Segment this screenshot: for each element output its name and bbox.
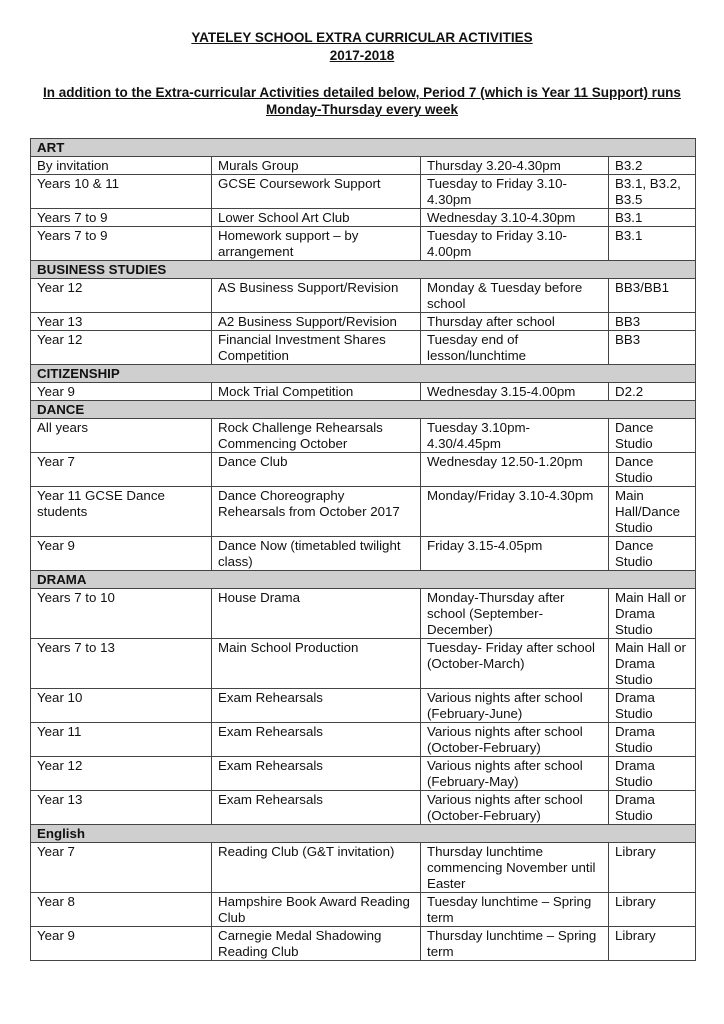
location-cell: Drama Studio <box>609 689 696 723</box>
year-group-cell: By invitation <box>31 157 212 175</box>
location-cell: Drama Studio <box>609 791 696 825</box>
year-group-cell: Year 10 <box>31 689 212 723</box>
activity-cell: Lower School Art Club <box>212 209 421 227</box>
location-cell: Library <box>609 927 696 961</box>
section-header-row <box>31 401 696 419</box>
activity-cell: A2 Business Support/Revision <box>212 313 421 331</box>
year-group-cell: Years 7 to 9 <box>31 209 212 227</box>
location-cell: BB3/BB1 <box>609 279 696 313</box>
table-row <box>31 723 696 757</box>
location-cell: Main Hall/Dance Studio <box>609 487 696 537</box>
section-heading: BUSINESS STUDIES <box>31 261 696 279</box>
activity-cell: Exam Rehearsals <box>212 757 421 791</box>
activity-cell: Rock Challenge Rehearsals Commencing October <box>212 419 421 453</box>
activity-cell: AS Business Support/Revision <box>212 279 421 313</box>
section-heading: DANCE <box>31 401 696 419</box>
activity-cell: Carnegie Medal Shadowing Reading Club <box>212 927 421 961</box>
activities-table-body <box>31 139 696 961</box>
section-heading: English <box>31 825 696 843</box>
year-group-cell: Year 11 GCSE Dance students <box>31 487 212 537</box>
section-header-row <box>31 365 696 383</box>
table-row <box>31 893 696 927</box>
time-cell: Monday & Tuesday before school <box>421 279 609 313</box>
location-cell: B3.1, B3.2, B3.5 <box>609 175 696 209</box>
time-cell: Monday/Friday 3.10-4.30pm <box>421 487 609 537</box>
time-cell: Monday-Thursday after school (September-December) <box>421 589 609 639</box>
location-cell: Library <box>609 843 696 893</box>
time-cell: Thursday lunchtime – Spring term <box>421 927 609 961</box>
activity-cell: Exam Rehearsals <box>212 723 421 757</box>
year-group-cell: Years 7 to 9 <box>31 227 212 261</box>
year-group-cell: Year 9 <box>31 383 212 401</box>
activity-cell: Mock Trial Competition <box>212 383 421 401</box>
time-cell: Tuesday end of lesson/lunchtime <box>421 331 609 365</box>
table-row <box>31 453 696 487</box>
period-7-note: In addition to the Extra-curricular Activities detailed below, Period 7 (which is Year 11 Support) runs Monday-Thursday every week <box>43 85 681 117</box>
time-cell: Various nights after school (October-February) <box>421 791 609 825</box>
section-heading: DRAMA <box>31 571 696 589</box>
activity-cell: Dance Choreography Rehearsals from October 2017 <box>212 487 421 537</box>
time-cell: Friday 3.15-4.05pm <box>421 537 609 571</box>
activity-cell: GCSE Coursework Support <box>212 175 421 209</box>
table-row <box>31 313 696 331</box>
year-group-cell: Year 9 <box>31 537 212 571</box>
table-row <box>31 689 696 723</box>
section-heading: CITIZENSHIP <box>31 365 696 383</box>
year-group-cell: Year 13 <box>31 791 212 825</box>
location-cell: D2.2 <box>609 383 696 401</box>
time-cell: Thursday 3.20-4.30pm <box>421 157 609 175</box>
time-cell: Wednesday 12.50-1.20pm <box>421 453 609 487</box>
table-row <box>31 279 696 313</box>
activity-cell: Main School Production <box>212 639 421 689</box>
table-row <box>31 209 696 227</box>
location-cell: Main Hall or Drama Studio <box>609 589 696 639</box>
section-header-row <box>31 571 696 589</box>
time-cell: Tuesday to Friday 3.10-4.30pm <box>421 175 609 209</box>
year-group-cell: Years 10 & 11 <box>31 175 212 209</box>
time-cell: Wednesday 3.15-4.00pm <box>421 383 609 401</box>
year-group-cell: Year 12 <box>31 331 212 365</box>
time-cell: Various nights after school (February-June) <box>421 689 609 723</box>
location-cell: Dance Studio <box>609 537 696 571</box>
location-cell: B3.1 <box>609 227 696 261</box>
table-row <box>31 589 696 639</box>
table-row <box>31 843 696 893</box>
section-heading: ART <box>31 139 696 157</box>
section-header-row <box>31 825 696 843</box>
time-cell: Tuesday lunchtime – Spring term <box>421 893 609 927</box>
table-row <box>31 757 696 791</box>
location-cell: BB3 <box>609 313 696 331</box>
year-group-cell: Year 12 <box>31 279 212 313</box>
year-group-cell: Year 13 <box>31 313 212 331</box>
time-cell: Various nights after school (October-February) <box>421 723 609 757</box>
location-cell: B3.1 <box>609 209 696 227</box>
time-cell: Tuesday 3.10pm-4.30/4.45pm <box>421 419 609 453</box>
activity-cell: House Drama <box>212 589 421 639</box>
table-row <box>31 927 696 961</box>
activities-table <box>30 138 696 961</box>
year-group-cell: Year 7 <box>31 843 212 893</box>
time-cell: Wednesday 3.10-4.30pm <box>421 209 609 227</box>
year-group-cell: Years 7 to 13 <box>31 639 212 689</box>
activity-cell: Murals Group <box>212 157 421 175</box>
activity-cell: Exam Rehearsals <box>212 791 421 825</box>
time-cell: Tuesday- Friday after school (October-March) <box>421 639 609 689</box>
year-group-cell: Year 12 <box>31 757 212 791</box>
section-header-row <box>31 261 696 279</box>
table-row <box>31 487 696 537</box>
activity-cell: Hampshire Book Award Reading Club <box>212 893 421 927</box>
time-cell: Thursday lunchtime commencing November until Easter <box>421 843 609 893</box>
activity-cell: Financial Investment Shares Competition <box>212 331 421 365</box>
table-row <box>31 157 696 175</box>
table-row <box>31 639 696 689</box>
activity-cell: Homework support – by arrangement <box>212 227 421 261</box>
year-group-cell: All years <box>31 419 212 453</box>
location-cell: BB3 <box>609 331 696 365</box>
academic-year: 2017-2018 <box>329 48 395 63</box>
table-row <box>31 419 696 453</box>
year-group-cell: Year 9 <box>31 927 212 961</box>
section-header-row <box>31 139 696 157</box>
activity-cell: Dance Club <box>212 453 421 487</box>
time-cell: Various nights after school (February-May) <box>421 757 609 791</box>
activity-cell: Reading Club (G&T invitation) <box>212 843 421 893</box>
time-cell: Tuesday to Friday 3.10-4.00pm <box>421 227 609 261</box>
table-row <box>31 331 696 365</box>
table-row <box>31 227 696 261</box>
activity-cell: Exam Rehearsals <box>212 689 421 723</box>
year-group-cell: Year 7 <box>31 453 212 487</box>
activity-cell: Dance Now (timetabled twilight class) <box>212 537 421 571</box>
time-cell: Thursday after school <box>421 313 609 331</box>
location-cell: Library <box>609 893 696 927</box>
year-group-cell: Years 7 to 10 <box>31 589 212 639</box>
location-cell: Drama Studio <box>609 757 696 791</box>
location-cell: B3.2 <box>609 157 696 175</box>
location-cell: Dance Studio <box>609 453 696 487</box>
table-row <box>31 537 696 571</box>
table-row <box>31 791 696 825</box>
table-row <box>31 383 696 401</box>
location-cell: Main Hall or Drama Studio <box>609 639 696 689</box>
table-row <box>31 175 696 209</box>
location-cell: Dance Studio <box>609 419 696 453</box>
document-title: YATELEY SCHOOL EXTRA CURRICULAR ACTIVITIES <box>191 30 533 45</box>
year-group-cell: Year 8 <box>31 893 212 927</box>
location-cell: Drama Studio <box>609 723 696 757</box>
year-group-cell: Year 11 <box>31 723 212 757</box>
